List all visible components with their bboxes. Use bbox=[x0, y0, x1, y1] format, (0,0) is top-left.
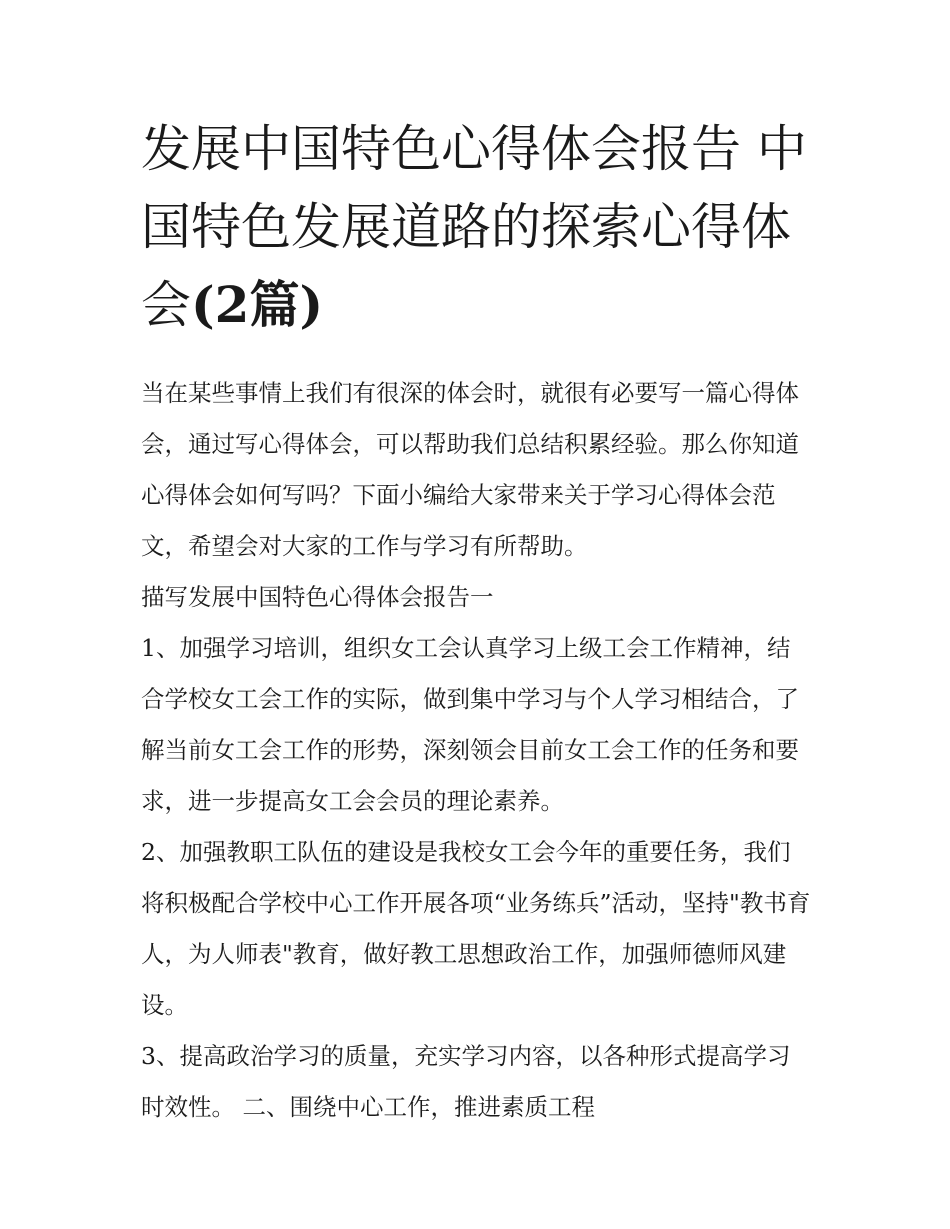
document-page bbox=[141, 110, 813, 1133]
document-title-main: 发展中国特色心得体会报告 中国特色发展道路的探索心得体会 bbox=[141, 120, 807, 334]
intro-paragraph: 当在某些事情上我们有很深的体会时，就很有必要写一篇心得体会，通过写心得体会，可以帮助我们总结积累经验。那么你知道心得体会如何写吗？下面小编给大家带来关于学习心得体会范文，希望会对大家的工作与学习有所帮助。 bbox=[141, 379, 799, 560]
list-item-1: 1、加强学习培训，组织女工会认真学习上级工会工作精神，结合学校女工会工作的实际，做到集中学习与个人学习相结合，了解当前女工会工作的形势，深刻领会目前女工会工作的任务和要求，进一步提高女工会会员的理论素养。 bbox=[141, 634, 799, 815]
section-heading: 描写发展中国特色心得体会报告一 bbox=[141, 583, 494, 611]
list-item-3: 3、提高政治学习的质量，充实学习内容，以各种形式提高学习时效性。 二、围绕中心工作，推进素质工程 bbox=[141, 1042, 791, 1121]
document-title-suffix: (2篇) bbox=[191, 275, 324, 334]
document-body bbox=[141, 368, 813, 1133]
document-title bbox=[141, 110, 813, 344]
list-item-2: 2、加强教职工队伍的建设是我校女工会今年的重要任务，我们将积极配合学校中心工作开展各项“业务练兵”活动，坚持"教书育人，为人师表"教育，做好教工思想政治工作，加强师德师风建设。 bbox=[141, 838, 811, 1019]
